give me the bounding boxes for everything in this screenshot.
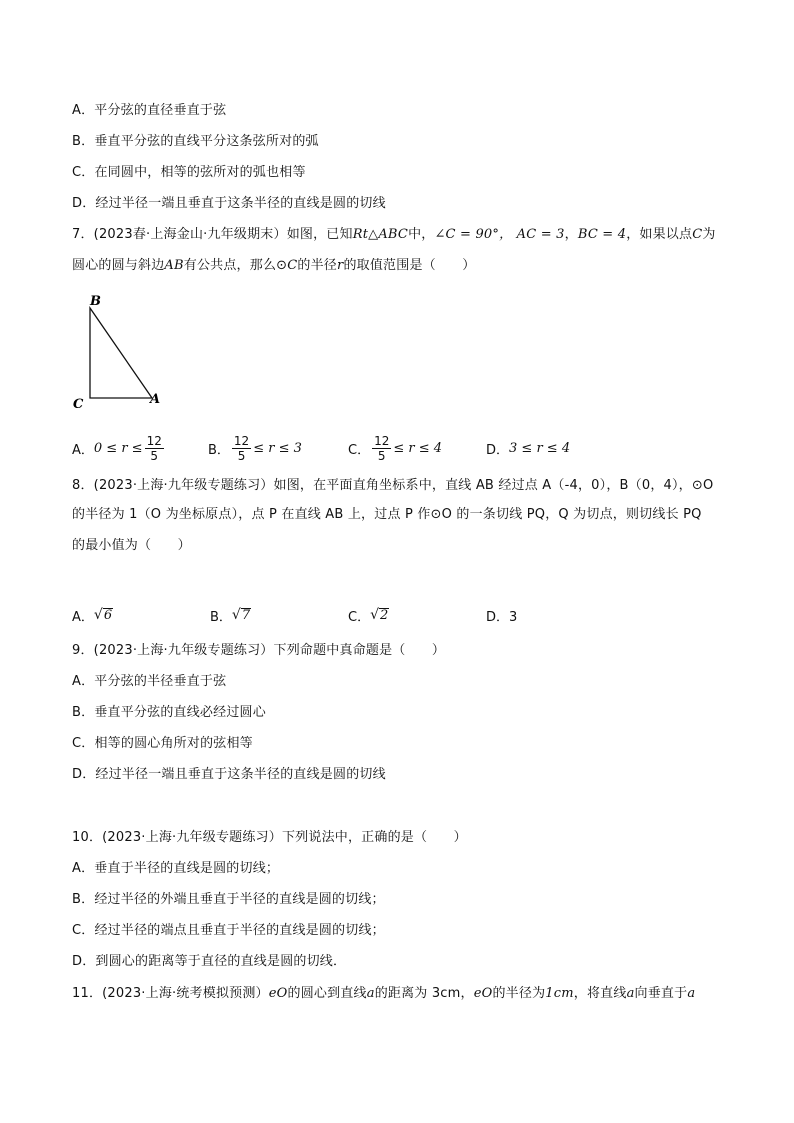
q8-options (72, 595, 722, 635)
fraction: $\frac{12}{5}$ (374, 433, 390, 463)
q7-option-d: D． 3 ≤ r ≤ 4 (486, 440, 571, 458)
sqrt: √ 7 (231, 607, 251, 623)
sqrt: √ 6 (93, 607, 113, 623)
q9-stem: 9．(2023·上海·九年级专题练习）下列命题中真命题是（ ） (72, 643, 446, 658)
q7-option-b: B． $\frac{12}{5}$ ≤ r ≤ 3 (208, 433, 302, 463)
fraction: $\frac{12}{5}$ (233, 433, 250, 463)
q9-option-b: B．垂直平分弦的直线必经过圆心 (72, 705, 266, 720)
q9-option-a: A．平分弦的半径垂直于弦 (72, 674, 227, 689)
q6-option-c: C．在同圆中，相等的弦所对的弧也相等 (72, 165, 306, 180)
q7-options (72, 428, 722, 468)
q6-option-b: B．垂直平分弦的直线平分这条弦所对的弧 (72, 134, 319, 149)
q10-option-d: D．到圆心的距离等于直径的直线是圆的切线． (72, 954, 347, 969)
q10-option-a: A．垂直于半径的直线是圆的切线； (72, 861, 280, 876)
fraction: $\frac{12}{5}$ (146, 433, 162, 463)
q8-option-c: C． √ 2 (348, 607, 389, 625)
q9-option-d: D．经过半径一端且垂直于这条半径的直线是圆的切线 (72, 767, 386, 782)
q8-option-a: A． √ 6 (72, 607, 113, 625)
label-c: C (73, 397, 84, 412)
q7-stem-line1: 7．(2023春·上海金山·九年级期末）如图，已知Rt△ABC中，∠C = 90°， AC = 3，BC = 4，如果以点C为 (72, 227, 716, 242)
q8-stem-line3: 的最小值为（ ） (72, 538, 191, 553)
q9-option-c: C．相等的圆心角所对的弦相等 (72, 736, 253, 751)
q6-option-a: A．平分弦的直径垂直于弦 (72, 103, 227, 118)
q11-stem-line1: 11．(2023·上海·统考模拟预测）eO的圆心到直线a的距离为 3cm，eO的半径为1cm，将直线a向垂直于a (72, 986, 696, 1001)
q7-option-c: C． $\frac{12}{5}$ ≤ r ≤ 4 (348, 433, 443, 463)
q7-option-a: A． 0 ≤ r ≤ $\frac{12}{5}$ (72, 433, 162, 463)
label-a: A (150, 392, 161, 407)
sqrt: √ 2 (370, 607, 389, 623)
q8-stem-line2: 的半径为 1（O 为坐标原点），点 P 在直线 AB 上，过点 P 作⊙O 的一条切线 PQ，Q 为切点，则切线长 PQ (72, 507, 702, 522)
q10-stem: 10．(2023·上海·九年级专题练习）下列说法中，正确的是（ ） (72, 830, 467, 845)
q8-option-d: D．3 (486, 609, 518, 625)
q10-option-b: B．经过半径的外端且垂直于半径的直线是圆的切线； (72, 892, 385, 907)
q8-option-b: B． √ 7 (210, 607, 251, 625)
q7-triangle-figure (70, 290, 170, 415)
q6-option-d: D．经过半径一端且垂直于这条半径的直线是圆的切线 (72, 196, 386, 211)
q7-stem-line2: 圆心的圆与斜边AB有公共点，那么⊙C的半径r的取值范围是（ ） (72, 258, 476, 273)
triangle-abc (90, 308, 152, 398)
label-b: B (90, 294, 101, 309)
q10-option-c: C．经过半径的端点且垂直于半径的直线是圆的切线； (72, 923, 385, 938)
q8-stem-line1: 8．(2023·上海·九年级专题练习）如图，在平面直角坐标系中，直线 AB 经过点 A（-4，0），B（0，4），⊙O (72, 478, 714, 493)
